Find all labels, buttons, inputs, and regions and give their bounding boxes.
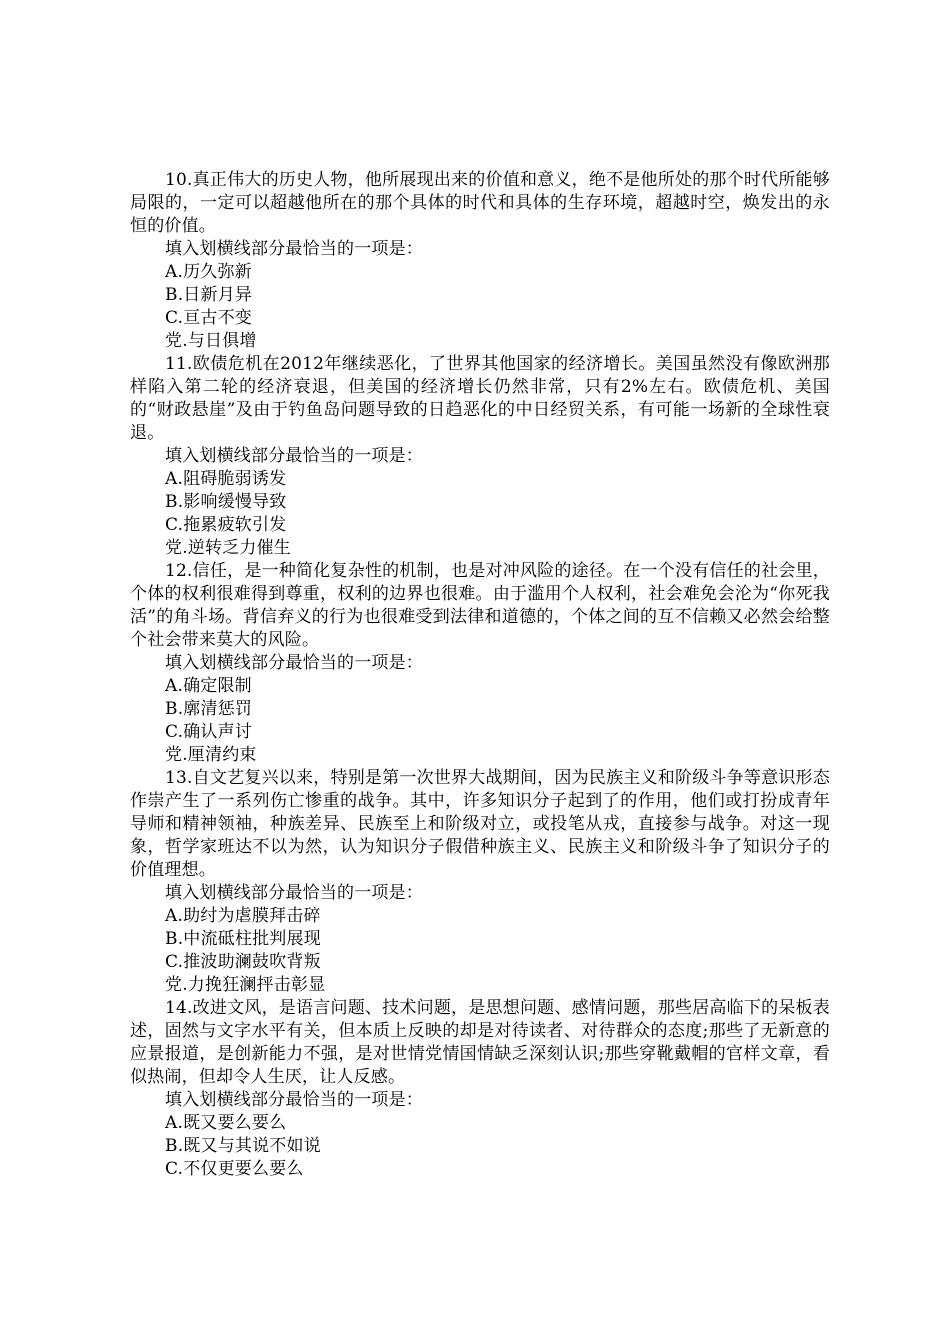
option: 党.厘清约束 [165,745,257,765]
question-stem: 11.欧债危机在2012年继续恶化，了世界其他国家的经济增长。美国虽然没有像欧洲那样陷入第二轮的经济衰退，但美国的经济增长仍然非常，只有2%左右。欧债危机、美国的“财政悬崖”及由于钓鱼岛问题导致的日趋恶化的中日经贸关系，有可能一场新的全球性衰退。 [130,354,830,443]
option: B.日新月异 [165,285,253,305]
question-stem: 14.改进文风，是语言问题、技术问题，是思想问题、感情问题，那些居高临下的呆板表述，固然与文字水平有关，但本质上反映的却是对待读者、对待群众的态度;那些了无新意的应景报道，是创新能力不强，是对世情党情国情缺乏深刻认识;那些穿靴戴帽的官样文章，看似热闹，但却令人生厌，让人反感。 [130,998,830,1087]
option: B.中流砥柱批判展现 [165,929,321,949]
option: C.不仅更要么要么 [165,1159,304,1179]
question-14 [130,997,830,1181]
option: A.助纣为虐膜拜击碎 [165,906,321,926]
option: 党.力挽狂澜抨击彰显 [165,975,326,995]
question-10 [130,169,830,353]
option: C.确认声讨 [165,722,253,742]
question-stem: 10.真正伟大的历史人物，他所展现出来的价值和意义，绝不是他所处的那个时代所能够局限的，一定可以超越他所在的那个具体的时代和具体的生存环境，超越时空，焕发出的永恒的价值。 [130,170,830,236]
question-prompt: 填入划横线部分最恰当的一项是： [165,446,423,466]
option: A.历久弥新 [165,262,252,282]
option: A.确定限制 [165,676,252,696]
question-12 [130,560,830,767]
option: B.影响缓慢导致 [165,492,287,512]
question-prompt: 填入划横线部分最恰当的一项是： [165,653,423,673]
question-stem: 13.自文艺复兴以来，特别是第一次世界大战期间，因为民族主义和阶级斗争等意识形态作崇产生了一系列伤亡惨重的战争。其中，许多知识分子起到了的作用，他们或打扮成青年导师和精神领袖，种族差异、民族至上和阶级对立，或投笔从戎，直接参与战争。对这一现象，哲学家班达不以为然，认为知识分子假借种族主义、民族主义和阶级斗争了知识分子的价值理想。 [130,768,830,880]
question-prompt: 填入划横线部分最恰当的一项是： [165,1090,423,1110]
question-prompt: 填入划横线部分最恰当的一项是： [165,239,423,259]
question-11 [130,353,830,560]
option: 党.与日俱增 [165,331,257,351]
question-stem: 12.信任，是一种简化复杂性的机制，也是对冲风险的途径。在一个没有信任的社会里，个体的权利很难得到尊重，权利的边界也很难。由于滥用个人权利，社会难免会沦为“你死我活”的角斗场。背信弃义的行为也很难受到法律和道德的，个体之间的互不信赖又必然会给整个社会带来莫大的风险。 [130,561,830,650]
question-prompt: 填入划横线部分最恰当的一项是： [165,883,423,903]
option: B.既又与其说不如说 [165,1136,321,1156]
option: B.廓清惩罚 [165,699,253,719]
option: C.推波助澜鼓吹背叛 [165,952,321,972]
question-13 [130,767,830,997]
option: A.阻碍脆弱诱发 [165,469,287,489]
option: A.既又要么要么 [165,1113,287,1133]
option: 党.逆转乏力催生 [165,538,292,558]
document-page [130,169,830,1181]
option: C.亘古不变 [165,308,253,328]
option: C.拖累疲软引发 [165,515,287,535]
